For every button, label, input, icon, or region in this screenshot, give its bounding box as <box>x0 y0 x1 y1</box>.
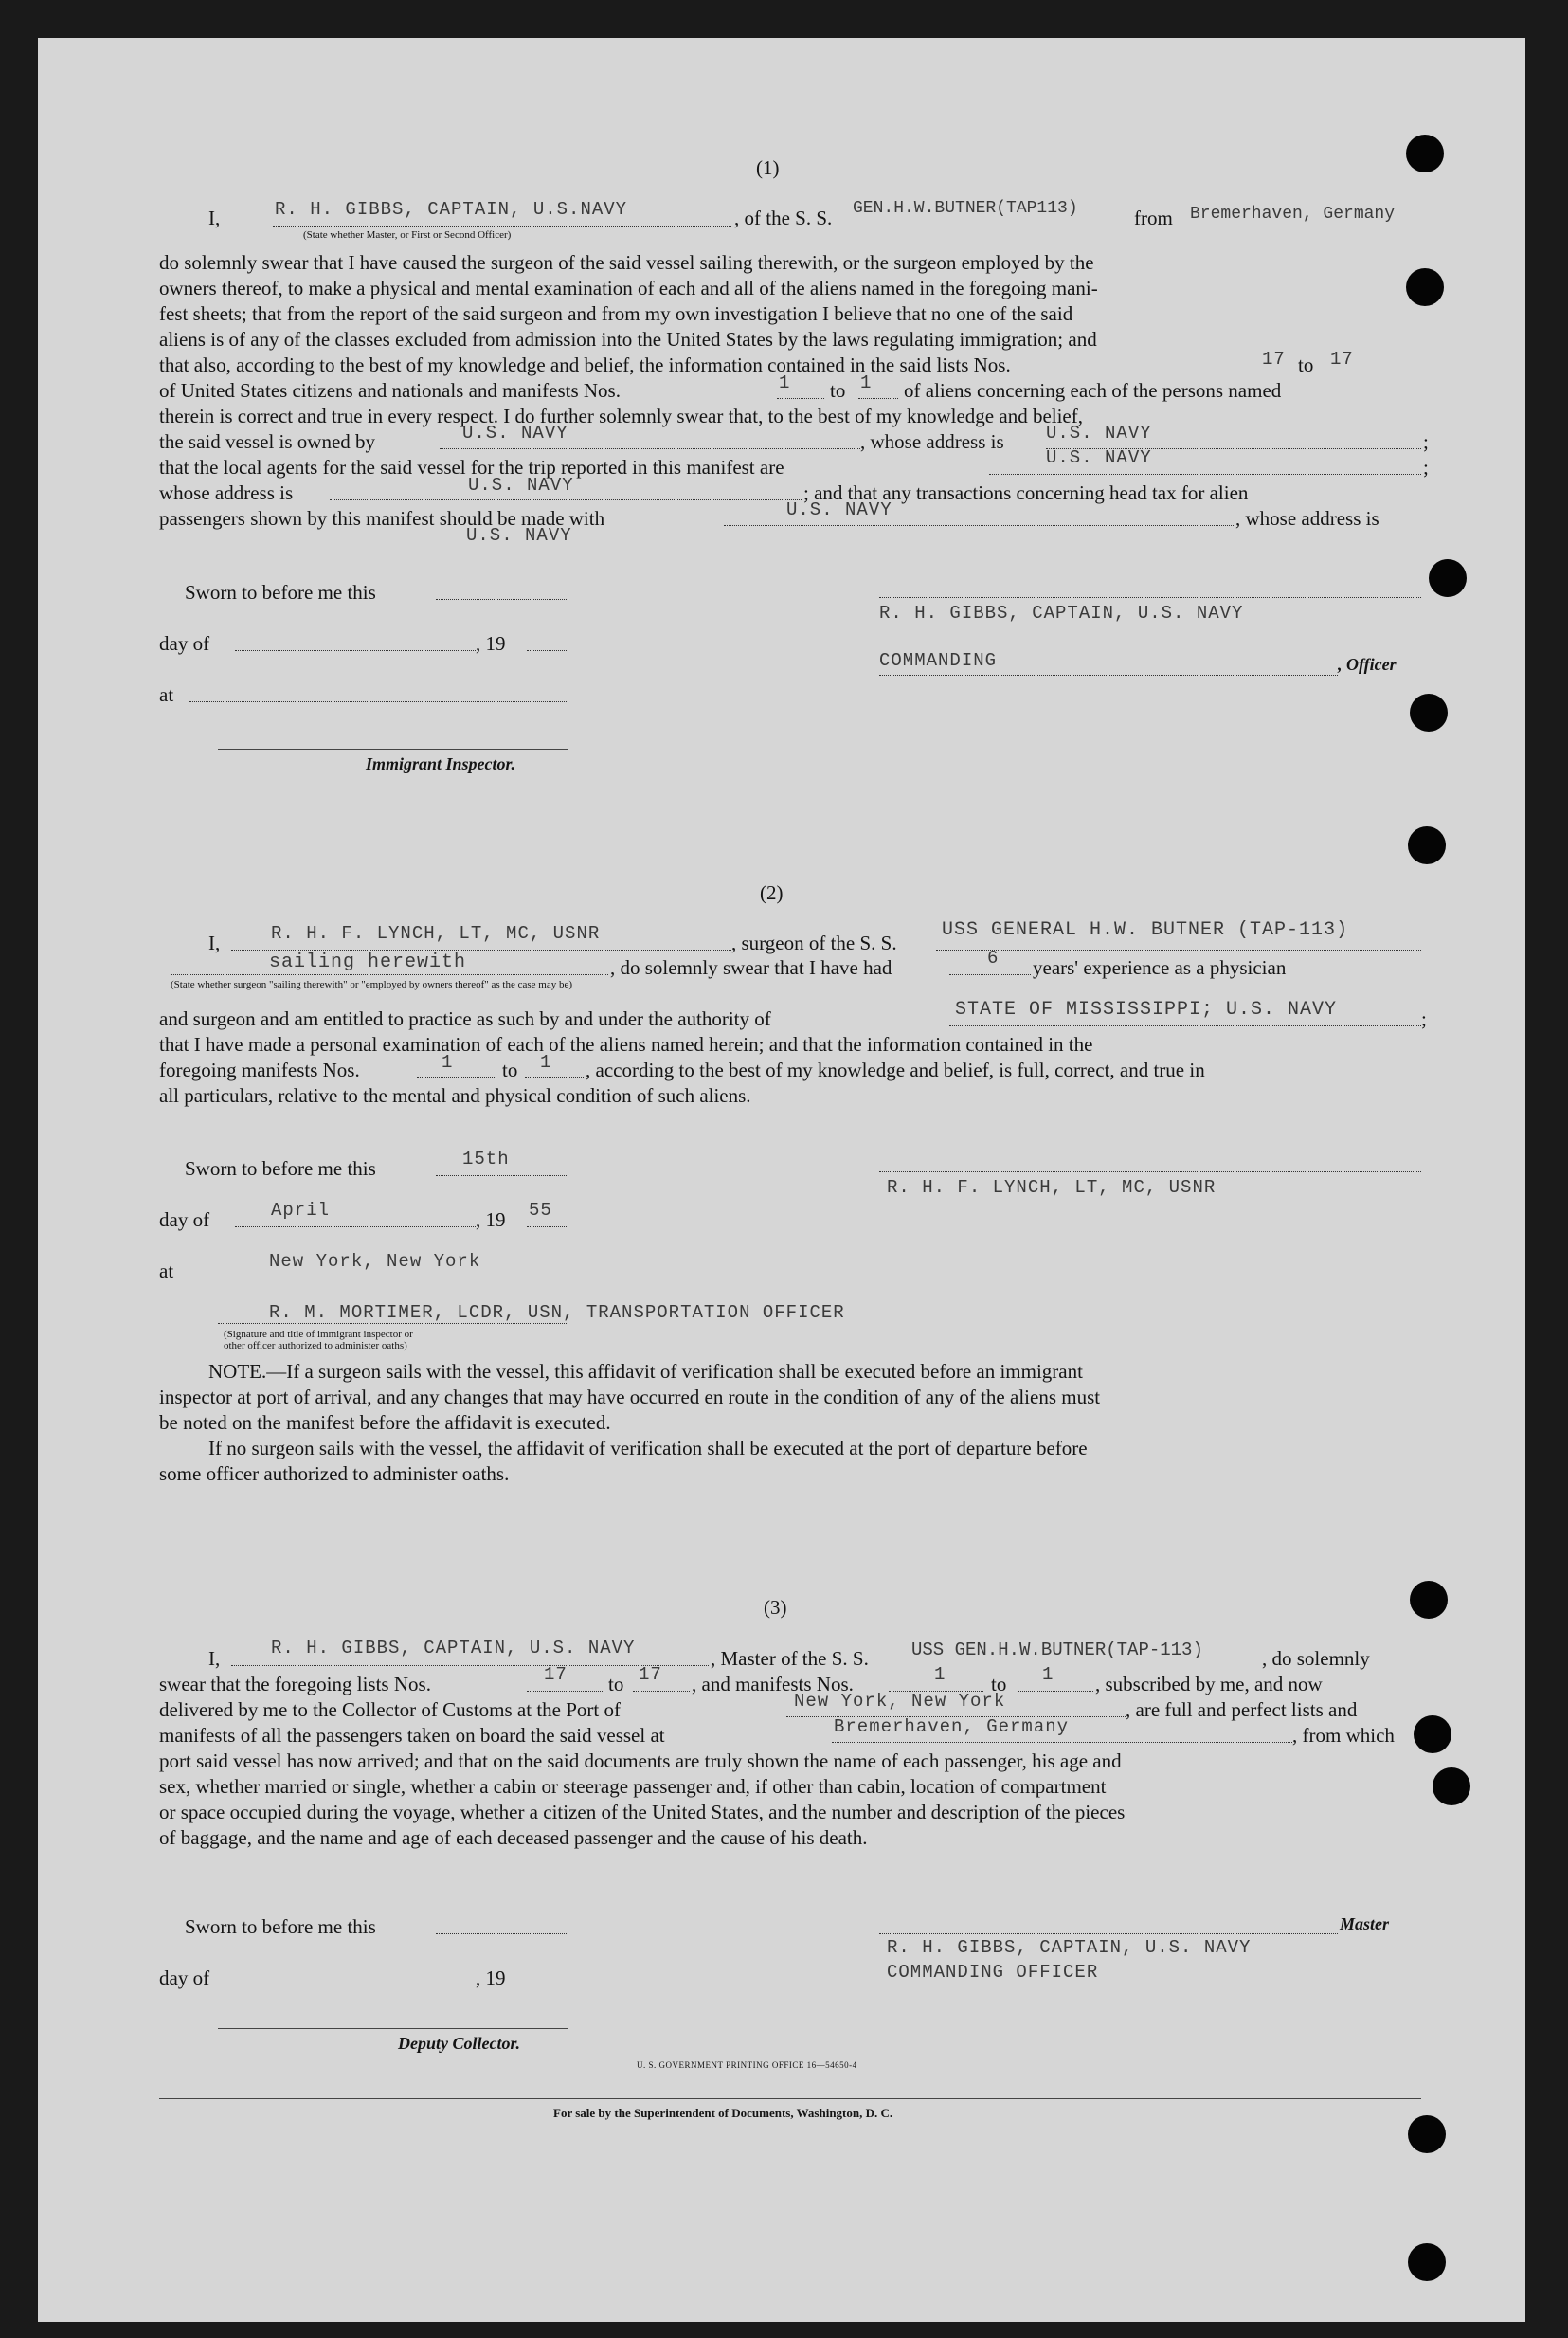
master-note: (State whether Master, or First or Second Officer) <box>303 229 512 241</box>
agents: U.S. NAVY <box>1046 447 1152 468</box>
sec1-body-6b: of aliens concerning each of the persons named <box>904 379 1282 402</box>
sec3-body-2b: , are full and perfect lists and <box>1126 1698 1358 1721</box>
vessel-name: GEN.H.W.BUTNER(TAP113) <box>853 199 1078 218</box>
head-tax-agent: U.S. NAVY <box>786 499 892 520</box>
inspector-label: Immigrant Inspector. <box>366 754 516 773</box>
punch-hole <box>1406 135 1444 172</box>
sworn-day: 15th <box>462 1149 510 1169</box>
master-of-label: , Master of the S. S. <box>711 1647 869 1670</box>
manifest-from: 1 <box>934 1664 946 1685</box>
years-exp-label: years' experience as a physician <box>1033 956 1287 979</box>
i-label: I, <box>208 932 221 954</box>
at-label: at <box>159 1260 174 1282</box>
sec1-body-4: aliens is of any of the classes excluded from admission into the United States by the laws regulating immigration; and <box>159 328 1097 351</box>
manifest-to: 1 <box>540 1052 552 1073</box>
sworn-month: April <box>271 1200 331 1221</box>
sec1-body-2: owners thereof, to make a physical and mental examination of each and all of the aliens named in the foregoing mani- <box>159 277 1098 299</box>
sec2-body-4: all particulars, relative to the mental and physical condition of such aliens. <box>159 1084 751 1107</box>
day-of-label: day of <box>159 632 210 655</box>
punch-hole <box>1408 2243 1446 2281</box>
signer-note-1: (Signature and title of immigrant inspector or <box>224 1329 413 1340</box>
to-label: to <box>830 379 846 402</box>
officer-label: , Officer <box>1338 655 1397 674</box>
solemnly-label: , do solemnly <box>1262 1647 1370 1670</box>
sworn-label: Sworn to before me this <box>185 581 376 604</box>
day-of-label: day of <box>159 1966 210 1989</box>
sec3-body-3b: , from which <box>1292 1724 1395 1747</box>
note-1: NOTE.—If a surgeon sails with the vessel, this affidavit of verification shall be executed before an immigrant <box>208 1360 1083 1383</box>
for-sale-note: For sale by the Superintendent of Documents, Washington, D. C. <box>553 2106 893 2120</box>
surgeon-of-label: , surgeon of the S. S. <box>731 932 897 954</box>
master-name: R. H. GIBBS, CAPTAIN, U.S. NAVY <box>271 1638 636 1658</box>
surgeon-name: R. H. F. LYNCH, LT, MC, USNR <box>271 923 601 944</box>
sec1-body-3: fest sheets; that from the report of the said surgeon and from my own investigation I believe that no one of the said <box>159 302 1073 325</box>
day-of-label: day of <box>159 1208 210 1231</box>
sec3-body-4: port said vessel has now arrived; and that on the said documents are truly shown the name of each passenger, his age and <box>159 1749 1122 1772</box>
manifest-page: (1) I, R. H. GIBBS, CAPTAIN, U.S.NAVY (State whether Master, or First or Second Officer) , of the S. S. GEN.H.W.BUTNER(TAP113) from Bremerhaven, Germany do solemnly swear that I have caused the surgeon of the said vessel sailing therewith, or the surgeon employed by the owners thereof, to make a physical and mental examination of each and all of the aliens named in the foregoing mani- fest sheets; that from the report of the said surgeon and from my own investigation I believe that no one of the said aliens is of any of the classes excluded from admission into the United States by the laws regulating immigration; and that also, according to the best of my knowledge and belief, the information contained in the said lists Nos. 17 to 17 of United States citizens and nationals and manifests Nos. 1 to 1 of aliens concerning each of the persons named therein is correct and true in every respect. I do further solemnly swear that, to the best of my knowledge and belief, the said vessel is owned by U.S. NAVY , whose address is U.S. NAVY ; that the local agents for the said vessel for the trip reported in this manifest are U.S. NAVY ; whose address is U.S. NAVY ; and that any transactions concerning head tax for alien passengers shown by this manifest should be made with U.S. NAVY , whose address is U.S. NAVY Sworn to before me this day of , 19 at Immigrant Inspector. R. H. GIBBS, CAPTAIN, U.S. NAVY COMMANDING , Officer (2) I, R. H. F. LYNCH, LT, MC, USNR , surgeon of the S. S. USS GENERAL H.W. BUTNER (TAP-113) sailing herewith , do solemnly swear that I have had 6 years' experience as a physician (State whether surgeon "sailing therewith" or "employed by owners thereof" as the case may be) and surgeon and am entitled to practice as such by and under the authority of STATE OF MISSISSIPPI; U.S. NAVY ; that I have made a personal examination of each of the aliens named herein; and that the information contained in the foregoing manifests Nos. 1 to 1 , according to the best of my knowledge and belief, is full, correct, and true in all particulars, relative to the mental and physical condition of such aliens. Sworn to before me this 15th day of April , 19 55 at New York, New York R. M. MORTIMER, LCDR, USN, TRANSPORTATION OFFICER (Signature and title of immigrant inspector or other officer authorized to administer oaths) R. H. F. LYNCH, LT, MC, USNR NOTE.—If a surgeon sails with the vessel, this affidavit of verification shall be executed before an immigrant inspector at port of arrival, and any changes that may have occurred en route in the condition of any of the aliens must be noted on the manifest before the affidavit is executed. If no surgeon sails with the vessel, the affidavit of verification shall be executed at the port of departure before some officer authorized to administer oaths. (3) I, R. H. GIBBS, CAPTAIN, U.S. NAVY , Master of the S. S. USS GEN.H.W.BUTNER(TAP-113) , do solemnly swear that the foregoing lists Nos. 17 to 17 , and manifests Nos. 1 to 1 , subscribed by me, and now delivered by me to the Collector of Customs at the Port of New York, New York , are full and perfect lists and manifests of all the passengers taken on board the said vessel at Bremerhaven, Germany , from which port said vessel has now arrived; and that on the said documents are truly shown the name of each passenger, his age and sex, whether married or single, whether a cabin or steerage passenger and, if other than cabin, location of compartment or space occupied during the voyage, whether a citizen of the United States, and the number and description of the pieces of baggage, and the name and age of each deceased passenger and the cause of his death. Sworn to before me this day of , 19 Deputy Collector. Master R. H. GIBBS, CAPTAIN, U.S. NAVY COMMANDING OFFICER U. S. GOVERNMENT PRINTING OFFICE 16—54650-4 For sale by the Superintendent of Documents, Washington, D. C. <box>38 38 1525 2322</box>
punch-hole <box>1410 694 1448 732</box>
owner-address: U.S. NAVY <box>1046 423 1152 444</box>
sailing-note: (State whether surgeon "sailing therewith" or "employed by owners thereof" as the case may be) <box>171 979 573 990</box>
at-label: at <box>159 683 174 706</box>
punch-hole <box>1433 1767 1470 1805</box>
surgeon-signature: R. H. F. LYNCH, LT, MC, USNR <box>887 1177 1217 1198</box>
sec2-body-3: foregoing manifests Nos. <box>159 1059 360 1081</box>
note-4: If no surgeon sails with the vessel, the affidavit of verification shall be executed at the port of departure before <box>208 1437 1088 1459</box>
punch-hole <box>1414 1715 1451 1753</box>
years-experience: 6 <box>987 948 1000 969</box>
to-label: to <box>608 1673 624 1695</box>
year-label: , 19 <box>476 1966 506 1989</box>
sec3-body-7: of baggage, and the name and age of each deceased passenger and the cause of his death. <box>159 1826 868 1849</box>
master-label: Master <box>1340 1914 1390 1933</box>
subscribed-label: , subscribed by me, and now <box>1095 1673 1323 1695</box>
punch-hole <box>1410 1581 1448 1619</box>
i-label: I, <box>208 207 221 229</box>
head-tax-address-label: , whose address is <box>1235 507 1379 530</box>
head-tax-label: passengers shown by this manifest should be made with <box>159 507 605 530</box>
manifest-to: 1 <box>860 372 873 393</box>
sec1-body-6: of United States citizens and nationals and manifests Nos. <box>159 379 621 402</box>
sec2-body-2: that I have made a personal examination of each of the aliens named herein; and that the information contained in the <box>159 1033 1093 1056</box>
sworn-label: Sworn to before me this <box>185 1157 376 1180</box>
sec1-body-1: do solemnly swear that I have caused the surgeon of the said vessel sailing therewith, or the surgeon employed by the <box>159 251 1094 274</box>
sec1-body-10b: ; and that any transactions concerning head tax for alien <box>803 481 1249 504</box>
punch-hole <box>1429 559 1467 597</box>
year-label: , 19 <box>476 632 506 655</box>
sec2-body-3b: , according to the best of my knowledge and belief, is full, correct, and true in <box>586 1059 1205 1081</box>
sworn-label: Sworn to before me this <box>185 1915 376 1938</box>
sec3-body-5: sex, whether married or single, whether a cabin or steerage passenger and, if other than cabin, location of compartment <box>159 1775 1107 1798</box>
i-label: I, <box>208 1647 221 1670</box>
from-label: from <box>1134 207 1173 229</box>
sec3-body-6: or space occupied during the voyage, whether a citizen of the United States, and the number and description of the pieces <box>159 1801 1126 1823</box>
manifest-from: 1 <box>442 1052 454 1073</box>
master-name: R. H. GIBBS, CAPTAIN, U.S.NAVY <box>275 199 628 220</box>
officer-title: COMMANDING <box>879 650 998 671</box>
list-to: 17 <box>1330 349 1354 370</box>
vessel-name: USS GENERAL H.W. BUTNER (TAP-113) <box>942 919 1349 941</box>
to-label: to <box>991 1673 1007 1695</box>
sworn-place: New York, New York <box>269 1251 481 1272</box>
to-label: to <box>1298 353 1314 376</box>
collector-label: Deputy Collector. <box>398 2034 520 2053</box>
owner: U.S. NAVY <box>462 423 568 444</box>
authority: STATE OF MISSISSIPPI; U.S. NAVY <box>955 999 1338 1021</box>
port-from: Bremerhaven, Germany <box>1190 205 1396 224</box>
sec3-body-1: swear that the foregoing lists Nos. <box>159 1673 431 1695</box>
sec1-body-7: therein is correct and true in every respect. I do further solemnly swear that, to the best of my knowledge and belief, <box>159 405 1083 427</box>
sec2-body-1: and surgeon and am entitled to practice as such by and under the authority of <box>159 1007 771 1030</box>
manifest-to: 1 <box>1042 1664 1054 1685</box>
sworn-year: 55 <box>529 1200 552 1221</box>
master-signature: R. H. GIBBS, CAPTAIN, U.S. NAVY <box>887 1937 1252 1958</box>
to-label: to <box>502 1059 518 1081</box>
section-number-3: (3) <box>764 1596 787 1619</box>
oath-signer: R. M. MORTIMER, LCDR, USN, TRANSPORTATION OFFICER <box>269 1302 845 1323</box>
punch-hole <box>1408 826 1446 864</box>
agents-address: U.S. NAVY <box>468 475 574 496</box>
year-label: , 19 <box>476 1208 506 1231</box>
vessel-name: USS GEN.H.W.BUTNER(TAP-113) <box>911 1640 1203 1660</box>
punch-hole <box>1406 268 1444 306</box>
swear-label: , do solemnly swear that I have had <box>610 956 892 979</box>
punch-hole <box>1408 2115 1446 2153</box>
note-3: be noted on the manifest before the affidavit is executed. <box>159 1411 611 1434</box>
port-arrival: New York, New York <box>794 1691 1006 1712</box>
note-2: inspector at port of arrival, and any changes that may have occurred en route in the condition of any of the aliens must <box>159 1386 1101 1408</box>
note-5: some officer authorized to administer oaths. <box>159 1462 510 1485</box>
printing-office: U. S. GOVERNMENT PRINTING OFFICE 16—54650-4 <box>637 2060 857 2070</box>
manifests-label: , and manifests Nos. <box>692 1673 854 1695</box>
officer-signature: R. H. GIBBS, CAPTAIN, U.S. NAVY <box>879 603 1244 624</box>
master-title: COMMANDING OFFICER <box>887 1962 1099 1983</box>
head-tax-address: U.S. NAVY <box>466 525 572 546</box>
whose-address-label: , whose address is <box>860 430 1004 453</box>
list-from: 17 <box>544 1664 568 1685</box>
signer-note-2: other officer authorized to administer oaths) <box>224 1340 407 1351</box>
agents-address-label: whose address is <box>159 481 294 504</box>
sec3-body-3: manifests of all the passengers taken on board the said vessel at <box>159 1724 665 1747</box>
port-from: Bremerhaven, Germany <box>834 1716 1070 1737</box>
manifest-from: 1 <box>779 372 791 393</box>
sailing-status: sailing herewith <box>269 952 467 973</box>
of-the-label: , of the S. S. <box>734 207 833 229</box>
section-number-1: (1) <box>756 156 780 179</box>
list-to: 17 <box>639 1664 662 1685</box>
owned-by-label: the said vessel is owned by <box>159 430 376 453</box>
sec1-body-5: that also, according to the best of my knowledge and belief, the information contained in the said lists Nos. <box>159 353 1011 376</box>
list-from: 17 <box>1262 349 1286 370</box>
section-number-2: (2) <box>760 881 784 904</box>
sec3-body-2: delivered by me to the Collector of Customs at the Port of <box>159 1698 621 1721</box>
agents-label: that the local agents for the said vessel for the trip reported in this manifest are <box>159 456 784 479</box>
